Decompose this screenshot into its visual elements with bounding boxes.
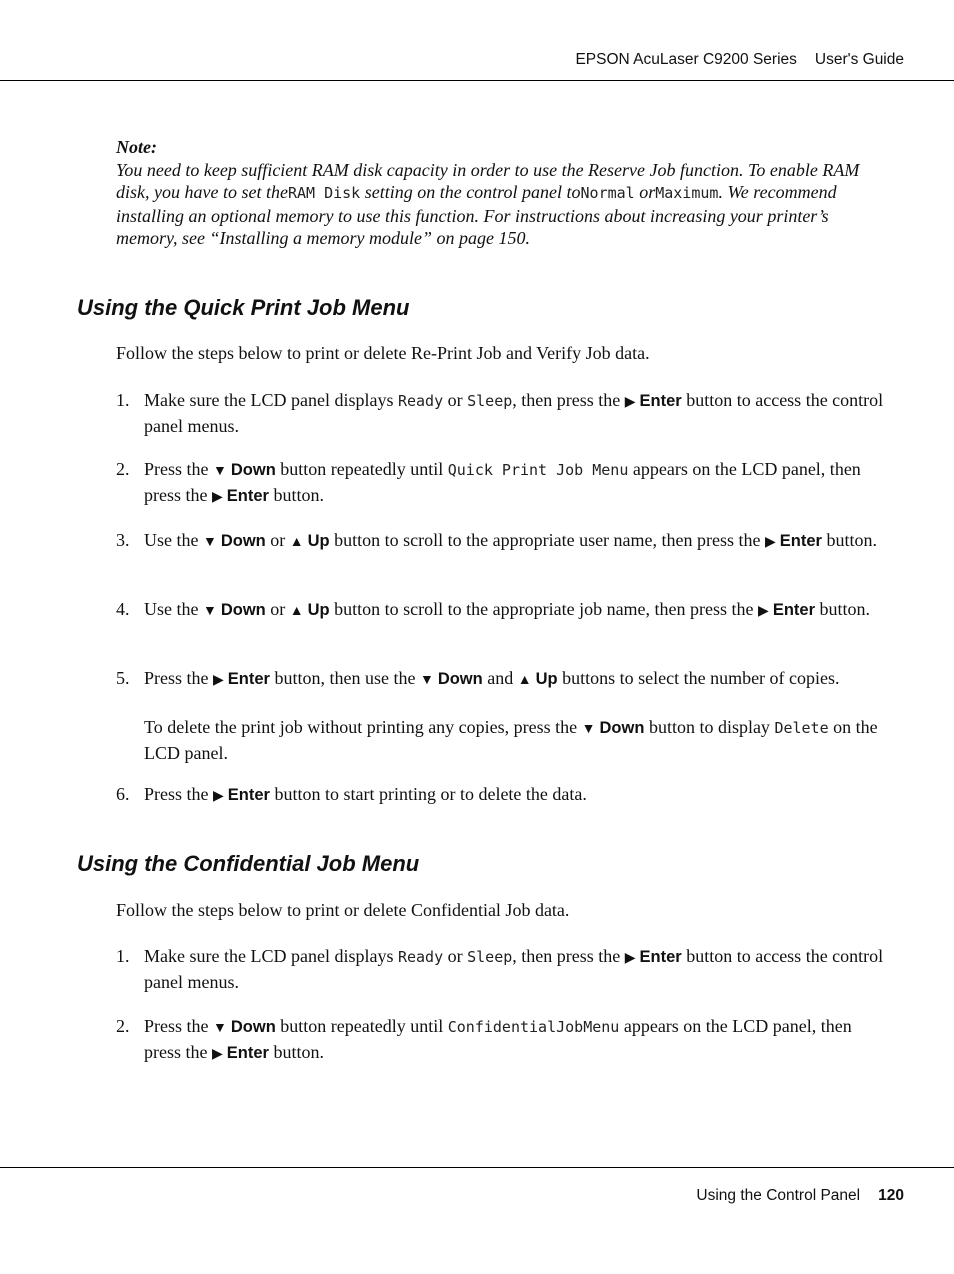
text: button to access the control panel menus.	[144, 390, 884, 436]
step-text	[144, 458, 886, 509]
note-text-part: setting on the control panel to	[364, 182, 581, 202]
button-name: Up	[307, 532, 330, 550]
button-name: Down	[220, 532, 266, 550]
lcd-text: Sleep	[467, 948, 513, 966]
triangle-right-icon: ▶	[213, 789, 224, 804]
triangle-up-icon: ▲	[517, 673, 532, 688]
step-number: 4.	[116, 599, 130, 619]
triangle-right-icon: ▶	[624, 951, 636, 966]
step-text	[144, 389, 886, 438]
text: Press the	[144, 668, 209, 688]
text: , then press the	[512, 390, 621, 410]
button-name: Enter	[779, 532, 822, 550]
text: button to scroll to the appropriate job name, then press the	[334, 599, 754, 619]
note-text-part: You need to keep sufficient RAM disk capacity in order to use the Reserve Job function. To enable RAM disk, you have to set the	[116, 159, 860, 202]
button-name: Down	[220, 601, 266, 619]
header-rule	[0, 80, 954, 81]
text: button repeatedly until	[280, 459, 444, 479]
lcd-text: Ready	[397, 948, 444, 966]
text: appears on the LCD panel, then press the	[144, 1016, 852, 1062]
button-name: Enter	[226, 1043, 269, 1062]
text: button to display	[648, 717, 770, 737]
note-title: Note:	[116, 137, 157, 157]
text: button to scroll to the appropriate user name, then press the	[334, 530, 761, 550]
triangle-right-icon: ▶	[211, 1046, 223, 1062]
text: button repeatedly until	[280, 1016, 444, 1036]
triangle-right-icon: ▶	[211, 489, 223, 505]
header-product: EPSON AcuLaser C9200 Series	[575, 51, 797, 68]
text: button.	[273, 484, 324, 505]
step-subtext	[144, 716, 886, 765]
text: Use the	[144, 530, 199, 550]
button-name: Up	[535, 670, 558, 688]
text: and	[487, 668, 514, 688]
page-header	[575, 51, 904, 69]
button-name: Enter	[227, 786, 270, 804]
button-name: Down	[230, 461, 276, 479]
text: button, then use the	[274, 668, 416, 688]
lcd-text: Delete	[774, 719, 829, 737]
triangle-down-icon: ▼	[213, 1021, 227, 1036]
step-item	[116, 783, 886, 809]
step-text	[144, 598, 886, 624]
triangle-right-icon: ▶	[213, 673, 224, 688]
lcd-text: Sleep	[467, 392, 513, 410]
step-item	[116, 667, 886, 765]
lcd-text: Normal	[580, 184, 635, 202]
lcd-text: Maximum	[655, 184, 719, 202]
text: appears on the LCD panel, then press the	[144, 459, 861, 505]
step-text	[144, 667, 886, 693]
lcd-text: Ready	[397, 392, 444, 410]
text: or	[270, 599, 286, 619]
text: To delete the print job without printing any copies, press the	[144, 717, 578, 737]
lcd-text: ConfidentialJobMenu	[447, 1018, 620, 1036]
note-text-part: . We recommend installing an optional memory to use this function. For instructions about increasing your printer’s memory, see “Installing a memory module” on page 150.	[116, 182, 837, 248]
button-name: Up	[307, 601, 330, 619]
section-heading: Using the Quick Print Job Menu	[77, 295, 410, 320]
step-item	[116, 1015, 886, 1066]
text: Make sure the LCD panel displays	[144, 946, 394, 966]
footer-section: Using the Control Panel	[696, 1187, 861, 1204]
text: buttons to select the number of copies.	[562, 668, 840, 688]
triangle-right-icon: ▶	[758, 604, 769, 619]
text: Press the	[144, 784, 209, 804]
triangle-right-icon: ▶	[765, 535, 776, 550]
triangle-down-icon: ▼	[213, 464, 227, 479]
button-name: Enter	[226, 486, 269, 505]
button-name: Down	[437, 670, 483, 688]
section-heading: Using the Confidential Job Menu	[77, 851, 420, 876]
text: button.	[826, 530, 877, 550]
text: or	[447, 390, 463, 410]
text: Make sure the LCD panel displays	[144, 390, 394, 410]
button-name: Down	[230, 1018, 276, 1036]
text: Use the	[144, 599, 199, 619]
step-number: 2.	[116, 459, 130, 479]
step-text	[144, 945, 886, 994]
text: button to start printing or to delete the data.	[274, 784, 587, 804]
button-name: Enter	[639, 392, 682, 410]
step-text	[144, 783, 886, 809]
section-intro: Follow the steps below to print or delete Confidential Job data.	[116, 900, 570, 920]
text: Press the	[144, 1016, 209, 1036]
page-number: 120	[878, 1187, 904, 1204]
text: button.	[819, 599, 871, 619]
button-name: Enter	[639, 948, 682, 966]
lcd-text: Quick Print Job Menu	[447, 461, 629, 479]
triangle-down-icon: ▼	[581, 722, 596, 737]
note-text	[116, 159, 886, 250]
note-block	[116, 136, 886, 250]
text: button.	[273, 1041, 324, 1062]
button-name: Enter	[227, 670, 270, 688]
step-number: 1.	[116, 390, 130, 410]
triangle-down-icon: ▼	[202, 535, 217, 550]
text: on the LCD panel.	[144, 717, 878, 763]
step-number: 3.	[116, 530, 130, 550]
step-item	[116, 945, 886, 994]
header-guide: User's Guide	[814, 51, 904, 68]
text: , then press the	[512, 946, 621, 966]
note-text-part: or	[639, 182, 656, 202]
button-name: Down	[599, 719, 645, 737]
step-item	[116, 598, 886, 624]
triangle-down-icon: ▼	[419, 673, 434, 688]
step-item	[116, 529, 886, 555]
step-item	[116, 389, 886, 438]
triangle-down-icon: ▼	[202, 604, 217, 619]
button-name: Enter	[772, 601, 815, 619]
step-number: 1.	[116, 946, 130, 966]
triangle-right-icon: ▶	[624, 395, 636, 410]
step-number: 6.	[116, 784, 130, 804]
section-intro: Follow the steps below to print or delete Re-Print Job and Verify Job data.	[116, 343, 650, 363]
step-item	[116, 458, 886, 509]
step-text	[144, 1015, 886, 1066]
footer-rule	[0, 1167, 954, 1168]
text: or	[270, 530, 286, 550]
triangle-up-icon: ▲	[289, 604, 304, 619]
text: button to access the control panel menus.	[144, 946, 884, 992]
step-number: 5.	[116, 668, 130, 688]
page-footer	[696, 1187, 904, 1205]
step-number: 2.	[116, 1016, 130, 1036]
step-text	[144, 529, 886, 555]
lcd-text: RAM Disk	[287, 184, 361, 202]
text: Press the	[144, 459, 209, 479]
text: or	[447, 946, 463, 966]
triangle-up-icon: ▲	[289, 535, 304, 550]
